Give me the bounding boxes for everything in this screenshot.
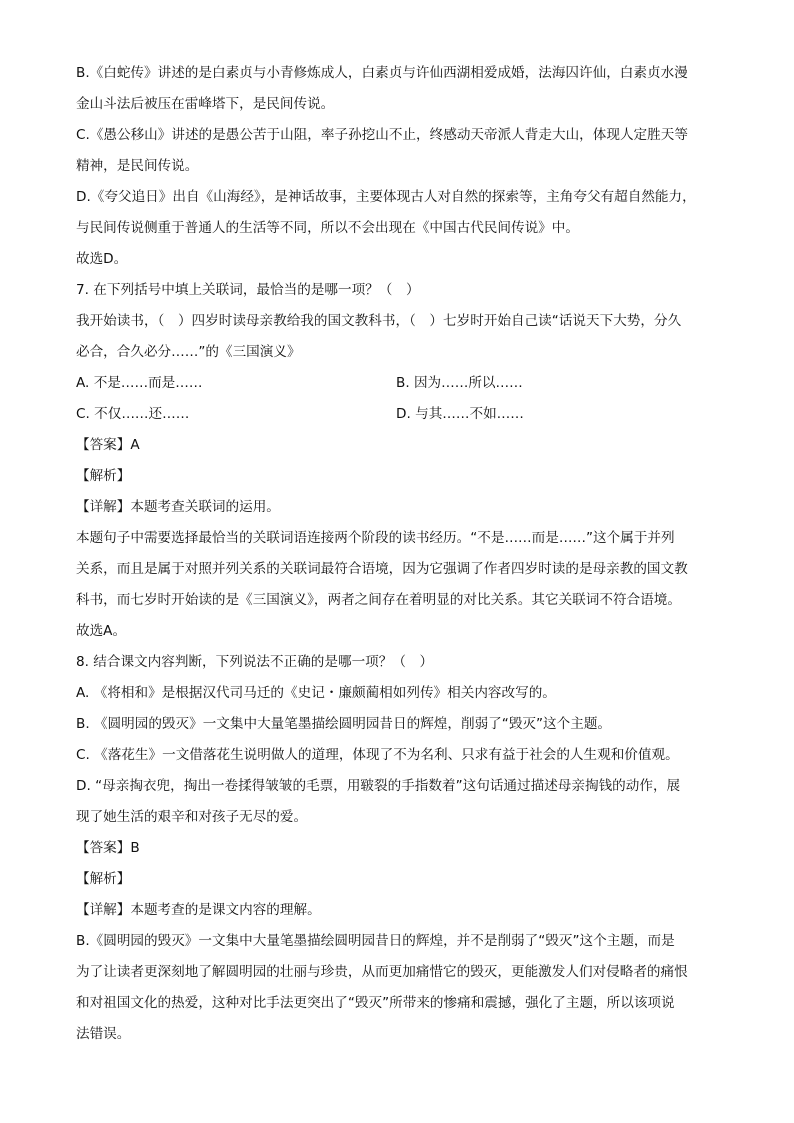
q7-options-row-2: [76, 399, 716, 430]
text-line: 金山斗法后被压在雷峰塔下，是民间传说。: [76, 96, 335, 112]
detail-label: 【详解】本题考查的是课文内容的理解。: [76, 902, 321, 918]
text-line: D.《夸父追日》出自《山海经》，是神话故事，主要体现古人对自然的探索等，主角夸父有超自然能力，: [76, 189, 696, 205]
document-page: [76, 58, 716, 1050]
q8-option-d: D. “母亲掏衣兜，掏出一卷揉得皱皱的毛票，用皲裂的手指数着”这句话通过描述母亲掏钱的动作，展: [76, 778, 681, 794]
text-line: 精神，是民间传说。: [76, 158, 199, 174]
q8-option-a: A. 《将相和》是根据汉代司马迁的《史记・廉颇蔺相如列传》相关内容改写的。: [76, 685, 556, 701]
question-7-stem: 7. 在下列括号中填上关联词，最恰当的是哪一项？（ ）: [76, 282, 420, 298]
question-8-stem: 8. 结合课文内容判断，下列说法不正确的是哪一项？（ ）: [76, 654, 434, 670]
text-line: 必合，合久必分……”的《三国演义》: [76, 344, 301, 360]
q7-option-b: B. 因为……所以……: [396, 375, 523, 391]
q7-options-row-1: [76, 368, 716, 399]
text-line: 和对祖国文化的热爱，这种对比手法更突出了“毁灭”所带来的惨痛和震撼，强化了主题，所以该项说: [76, 995, 675, 1011]
answer-label: 【答案】A: [76, 437, 140, 453]
q8-option-c: C. 《落花生》一文借落花生说明做人的道理，体现了不为名利、只求有益于社会的人生观和价值观。: [76, 747, 679, 763]
text-line: 关系，而且是属于对照并列关系的关联词最符合语境，因为它强调了作者四岁时读的是母亲教的国文教: [76, 561, 688, 577]
text-line: 科书，而七岁时开始读的是《三国演义》，两者之间存在着明显的对比关系。其它关联词不符合语境。: [76, 592, 681, 608]
text-line: 我开始读书，（ ）四岁时读母亲教给我的国文教科书，（ ）七岁时开始自己读“话说天下大势，分久: [76, 313, 682, 329]
q7-option-d: D. 与其……不如……: [396, 406, 524, 422]
text-line: 为了让读者更深刻地了解圆明园的壮丽与珍贵，从而更加痛惜它的毁灭，更能激发人们对侵略者的痛恨: [76, 964, 688, 980]
detail-label: 【详解】本题考查关联词的运用。: [76, 499, 280, 515]
q8-option-b: B. 《圆明园的毁灭》一文集中大量笔墨描绘圆明园昔日的辉煌，削弱了“毁灭”这个主题。: [76, 716, 612, 732]
text-line: B.《白蛇传》讲述的是白素贞与小青修炼成人，白素贞与许仙西湖相爱成婚，法海囚许仙，白素贞水漫: [76, 65, 688, 81]
text-line: C.《愚公移山》讲述的是愚公苦于山阻，率子孙挖山不止，终感动天帝派人背走大山，体现人定胜天等: [76, 127, 688, 143]
text-line: 本题句子中需要选择最恰当的关联词语连接两个阶段的读书经历。“不是……而是……”这个属于并列: [76, 530, 675, 546]
answer-label: 【答案】B: [76, 840, 140, 856]
text-line: 法错误。: [76, 1026, 131, 1042]
q7-option-a: A. 不是……而是……: [76, 375, 203, 391]
text-line: 与民间传说侧重于普通人的生活等不同，所以不会出现在《中国古代民间传说》中。: [76, 220, 579, 236]
q7-option-c: C. 不仅……还……: [76, 406, 190, 422]
analysis-label: 【解析】: [76, 871, 131, 887]
text-line: 现了她生活的艰辛和对孩子无尽的爱。: [76, 809, 308, 825]
analysis-label: 【解析】: [76, 468, 131, 484]
text-line: 故选A。: [76, 623, 127, 639]
text-line: B.《圆明园的毁灭》一文集中大量笔墨描绘圆明园昔日的辉煌，并不是削弱了“毁灭”这个主题，而是: [76, 933, 675, 949]
text-line: 故选D。: [76, 251, 128, 267]
